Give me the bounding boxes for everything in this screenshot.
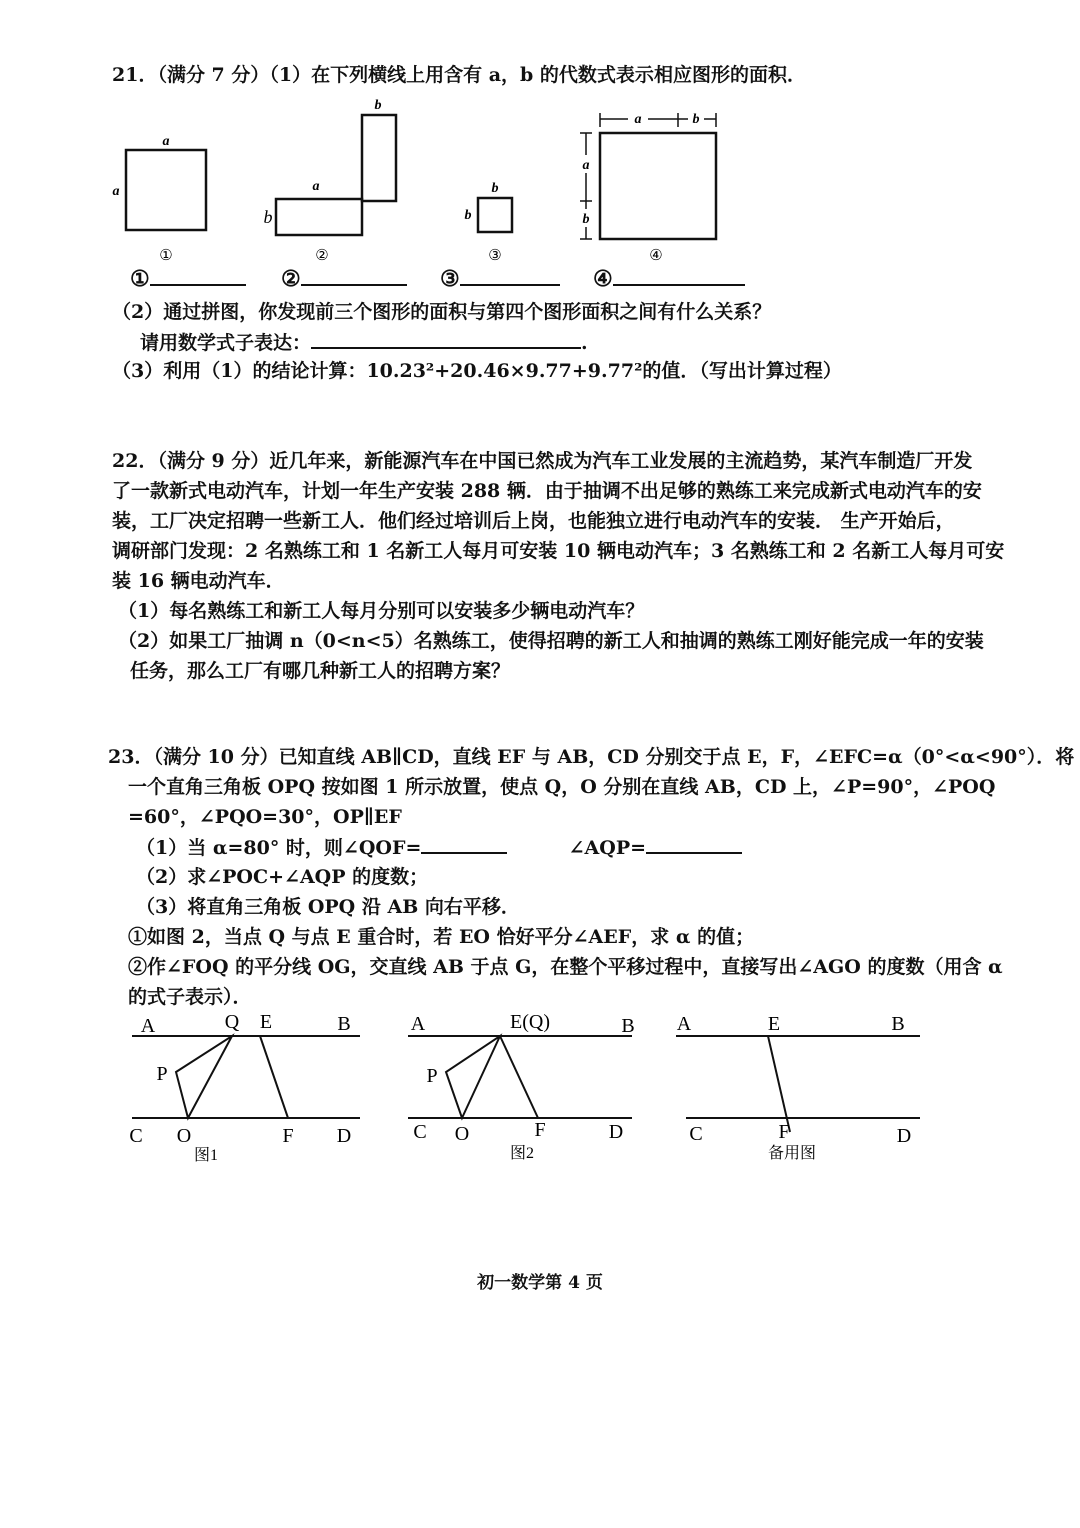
fig2-b-left-label: b bbox=[263, 207, 273, 227]
fig2-line-ef bbox=[500, 1036, 538, 1118]
fig3-label-e: E bbox=[767, 1013, 781, 1035]
fig3-top-label: b bbox=[491, 181, 499, 196]
fig4-side-a: a bbox=[582, 158, 590, 173]
fig2-a-label: a bbox=[312, 179, 320, 194]
square-b bbox=[478, 198, 512, 232]
q23-sub1-a: （1）当 α=80° 时，则∠QOF= bbox=[136, 837, 422, 859]
q22-line-3: 装，工厂决定招聘一些新工人．他们经过培训后上岗，也能独立进行电动汽车的安装． 生产开始后， bbox=[112, 510, 955, 532]
fig2-label-c: C bbox=[413, 1121, 427, 1143]
q22-line-4: 调研部门发现：2 名熟练工和 1 名新工人每月可安装 10 辆电动汽车；3 名熟练工和 2 名新工人每月可安 bbox=[112, 540, 1005, 562]
q23-line-2: 一个直角三角板 OPQ 按如图 1 所示放置，使点 Q，O 分别在直线 AB，CD 上，∠P=90°，∠POQ bbox=[128, 776, 996, 798]
answer-mark-1: ① bbox=[130, 266, 150, 292]
fig4-number: ④ bbox=[649, 248, 663, 264]
rect-ab-vertical bbox=[362, 115, 396, 201]
rect-ab-horizontal bbox=[276, 199, 362, 235]
q23-sub1-b: ∠AQP= bbox=[568, 837, 647, 859]
q21-part2-expr-row: 请用数学式子表达： . bbox=[140, 327, 588, 358]
q21-heading: 21．（满分 7 分）（1）在下列横线上用含有 a，b 的代数式表示相应图形的面积． bbox=[112, 64, 806, 86]
fig1-label-f: F bbox=[282, 1125, 294, 1147]
fig3-label-b: B bbox=[891, 1013, 905, 1035]
q21-answer-row bbox=[130, 264, 745, 295]
square-a bbox=[126, 150, 206, 230]
fig2-label-b: B bbox=[621, 1015, 635, 1037]
fig1-label-o: O bbox=[176, 1125, 192, 1147]
answer-blank-1[interactable] bbox=[150, 264, 246, 286]
answer-mark-3: ③ bbox=[439, 266, 460, 292]
q23-sub1-blank-a[interactable] bbox=[421, 832, 507, 854]
fig2-caption: 图2 bbox=[509, 1145, 535, 1162]
q23-figures bbox=[120, 1008, 930, 1168]
fig1-caption: 图1 bbox=[193, 1147, 219, 1164]
fig1-triangle-opq bbox=[176, 1036, 232, 1118]
fig3-label-d: D bbox=[896, 1125, 912, 1147]
fig4-top-b: b bbox=[692, 112, 700, 127]
q21-part2-prompt: 请用数学式子表达： bbox=[140, 332, 312, 354]
fig2-label-eq: E(Q) bbox=[510, 1011, 550, 1033]
q21-figures bbox=[100, 95, 740, 270]
fig2-label-a: A bbox=[410, 1013, 426, 1035]
q21-part2-blank[interactable] bbox=[311, 327, 581, 349]
fig2-triangle-opq bbox=[446, 1036, 500, 1118]
answer-mark-4: ④ bbox=[592, 266, 613, 292]
fig2-number: ② bbox=[315, 248, 329, 264]
q22-sub2-line2: 任务，那么工厂有哪几种新工人的招聘方案？ bbox=[130, 660, 511, 682]
fig3-label-a: A bbox=[676, 1013, 692, 1035]
fig2-b-top-label: b bbox=[374, 98, 382, 113]
figure-1 bbox=[129, 1011, 360, 1164]
fig1-label-d: D bbox=[336, 1125, 352, 1147]
q23-sub2: （2）求∠POC+∠AQP 的度数； bbox=[136, 866, 429, 888]
q23-sub3-1: ①如图 2，当点 Q 与点 E 重合时，若 EO 恰好平分∠AEF，求 α 的值； bbox=[128, 926, 755, 948]
q23-sub3-2-line2: 的式子表示）． bbox=[128, 986, 252, 1008]
q23-sub1-blank-b[interactable] bbox=[646, 832, 742, 854]
q22-sub2-line1: （2）如果工厂抽调 n（0<n<5）名熟练工，使得招聘的新工人和抽调的熟练工刚好能完成一年的安装 bbox=[118, 630, 984, 652]
fig1-number: ① bbox=[159, 248, 173, 264]
fig2-label-o: O bbox=[454, 1123, 470, 1145]
q22-line-5: 装 16 辆电动汽车． bbox=[112, 570, 285, 592]
fig1-label-b: B bbox=[337, 1013, 351, 1035]
fig2-label-f: F bbox=[534, 1119, 546, 1141]
fig1-label-q: Q bbox=[224, 1011, 240, 1033]
fig1-label-a: A bbox=[140, 1015, 156, 1037]
answer-blank-3[interactable] bbox=[460, 264, 560, 286]
fig3-label-c: C bbox=[689, 1123, 703, 1145]
q22-sub1: （1）每名熟练工和新工人每月分别可以安装多少辆电动汽车？ bbox=[118, 600, 645, 622]
q21-part3: （3）利用（1）的结论计算：10.23²+20.46×9.77+9.77²的值．（写出计算过程） bbox=[112, 360, 842, 382]
fig1-label-e: E bbox=[259, 1011, 273, 1033]
fig2-label-d: D bbox=[608, 1121, 624, 1143]
fig1-side-label: a bbox=[112, 184, 120, 199]
q23-sub3: （3）将直角三角板 OPQ 沿 AB 向右平移． bbox=[136, 896, 520, 918]
fig3-label-f: F bbox=[778, 1121, 790, 1143]
q21-part2: （2）通过拼图，你发现前三个图形的面积与第四个图形面积之间有什么关系？ bbox=[112, 301, 772, 323]
fig3-number: ③ bbox=[488, 248, 502, 264]
fig1-label-c: C bbox=[129, 1125, 143, 1147]
fig1-line-ef bbox=[260, 1036, 288, 1118]
q23-line-3: =60°，∠PQO=30°，OP∥EF bbox=[128, 806, 402, 828]
page-footer: 初一数学第 4 页 bbox=[477, 1273, 603, 1293]
q22-line-2: 了一款新式电动汽车，计划一年生产安装 288 辆．由于抽调不出足够的熟练工来完成新式电动汽车的安 bbox=[112, 480, 982, 502]
figure-3 bbox=[676, 1013, 920, 1162]
answer-blank-2[interactable] bbox=[301, 264, 407, 286]
square-a-plus-b bbox=[600, 133, 716, 239]
fig3-side-label: b bbox=[464, 208, 472, 223]
fig3-caption: 备用图 bbox=[767, 1145, 817, 1162]
q22-line-1: 22．（满分 9 分）近几年来，新能源汽车在中国已然成为汽车工业发展的主流趋势，某汽车制造厂开发 bbox=[112, 450, 973, 472]
fig1-label-p: P bbox=[156, 1063, 168, 1085]
q23-sub1-row bbox=[136, 832, 742, 863]
q23-line-1: 23．（满分 10 分）已知直线 AB∥CD，直线 EF 与 AB，CD 分别交于点 E，F，∠EFC=α（0°<α<90°）．将 bbox=[108, 746, 1075, 768]
figure-2 bbox=[408, 1011, 635, 1162]
fig4-side-b: b bbox=[582, 212, 590, 227]
answer-mark-2: ② bbox=[280, 266, 301, 292]
answer-blank-4[interactable] bbox=[613, 264, 745, 286]
fig2-label-p: P bbox=[426, 1065, 438, 1087]
fig1-top-label: a bbox=[162, 134, 170, 149]
q23-sub3-2-line1: ②作∠FOQ 的平分线 OG，交直线 AB 于点 G，在整个平移过程中，直接写出∠AGO 的度数（用含 α bbox=[128, 956, 1003, 978]
fig4-top-a: a bbox=[634, 112, 642, 127]
